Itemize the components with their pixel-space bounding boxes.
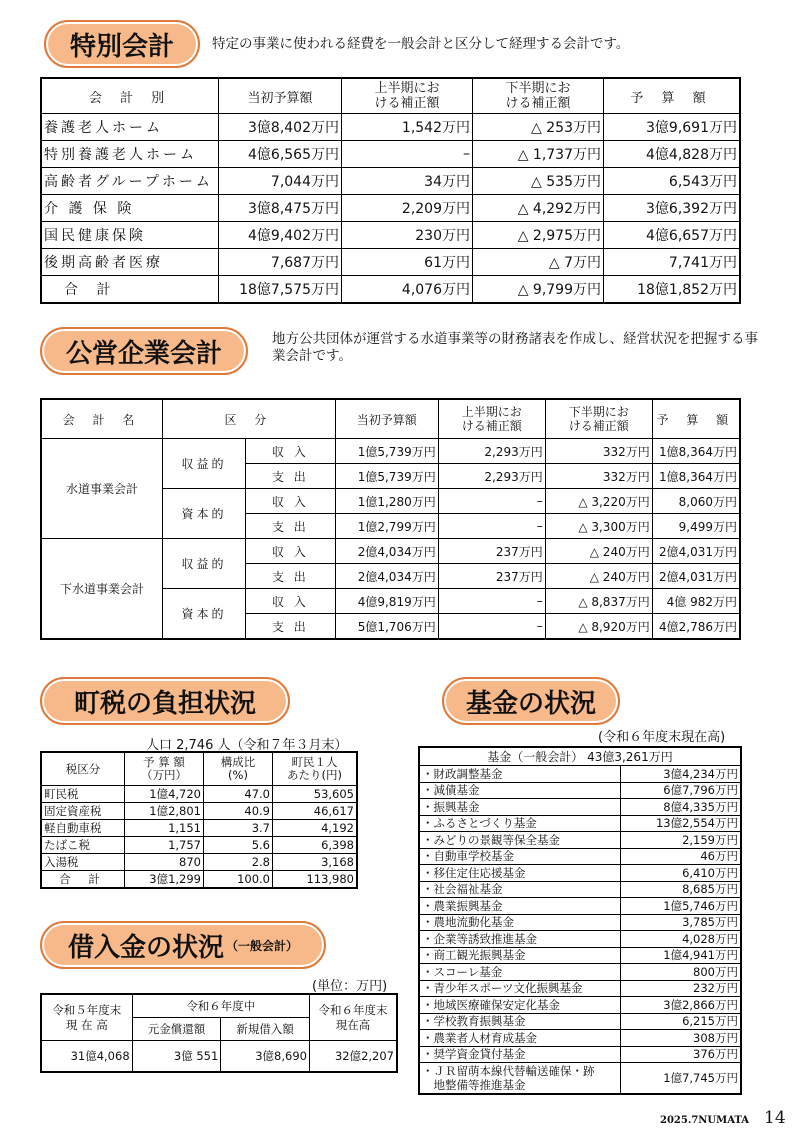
tax-budget: 1,757 (125, 837, 204, 854)
fund-name: ・奨学資金貸付基金 (419, 1046, 621, 1063)
table-row (419, 782, 741, 799)
first-half-revision: 230万円 (342, 222, 473, 249)
col-header: 下半期にお ける補正額 (545, 399, 652, 439)
account-kind: 収益的 (163, 439, 246, 489)
second-half-revision: △ 8,837万円 (545, 589, 652, 614)
second-half-revision: △ 3,300万円 (545, 514, 652, 539)
table-row (419, 1013, 741, 1030)
fund-name: ・財政調整基金 (419, 766, 621, 783)
budget-total: 4億 982万円 (652, 589, 740, 614)
table-row (41, 249, 740, 276)
loan-title (40, 921, 326, 969)
tax-per-capita: 3,168 (273, 854, 358, 871)
table-row (419, 980, 741, 997)
tax-per-capita: 6,398 (273, 837, 358, 854)
table-row (41, 114, 740, 141)
fund-name: ・地域医療確保安定化基金 (419, 997, 621, 1014)
budget-total: 1億8,364万円 (652, 464, 740, 489)
tax-ratio: 40.9 (204, 803, 273, 820)
table-row (419, 964, 741, 981)
first-half-revision: 4,076万円 (342, 276, 473, 304)
table-row (419, 898, 741, 915)
table-row (41, 168, 740, 195)
fund-title: 基金の状況 (442, 677, 620, 725)
second-half-revision: △ 9,799万円 (473, 276, 604, 304)
fund-value: 6,410万円 (621, 865, 742, 882)
table-row (419, 997, 741, 1014)
account-kind: 収益的 (163, 539, 246, 589)
initial-budget: 1億1,280万円 (335, 489, 438, 514)
col-header: 予 算 額 (604, 78, 741, 114)
budget-total: 9,499万円 (652, 514, 740, 539)
income-expense: 支 出 (246, 514, 336, 539)
first-half-revision: 237万円 (438, 564, 545, 589)
table-header-row (41, 752, 357, 786)
initial-budget: 2億4,034万円 (335, 564, 438, 589)
initial-budget: 7,044万円 (219, 168, 342, 195)
account-kind: 資本的 (163, 589, 246, 640)
tax-name: 合 計 (41, 871, 125, 889)
fund-value: 1億5,746万円 (621, 898, 742, 915)
fund-value: 232万円 (621, 980, 742, 997)
second-half-revision: △ 240万円 (545, 539, 652, 564)
budget-total: 2億4,031万円 (652, 539, 740, 564)
fund-name: ・ＪＲ留萌本線代替輸送確保・跡 地整備等推進基金 (419, 1063, 621, 1095)
first-half-revision: – (438, 589, 545, 614)
budget-total: 3億6,392万円 (604, 195, 741, 222)
special-title: 特別会計 (44, 20, 200, 68)
tax-ratio: 3.7 (204, 820, 273, 837)
tax-name: 軽自動車税 (41, 820, 125, 837)
initial-budget: 18億7,575万円 (219, 276, 342, 304)
initial-budget: 2億4,034万円 (335, 539, 438, 564)
table-row (419, 766, 741, 783)
budget-total: 4億2,786万円 (652, 614, 740, 640)
tax-budget: 1億2,801 (125, 803, 204, 820)
second-half-revision: △ 535万円 (473, 168, 604, 195)
col-header: 下半期にお ける補正額 (473, 78, 604, 114)
income-expense: 支 出 (246, 464, 336, 489)
table-row (419, 865, 741, 882)
special-table (40, 77, 741, 304)
fund-name: ・商工観光振興基金 (419, 947, 621, 964)
fund-name: ・企業等誘致推進基金 (419, 931, 621, 948)
first-half-revision: 61万円 (342, 249, 473, 276)
first-half-revision: – (438, 514, 545, 539)
tax-budget: 1,151 (125, 820, 204, 837)
fund-table (418, 746, 742, 1095)
tax-budget: 870 (125, 854, 204, 871)
table-row (419, 881, 741, 898)
table-row (419, 1063, 741, 1095)
tax-per-capita: 4,192 (273, 820, 358, 837)
tax-name: たばこ税 (41, 837, 125, 854)
budget-total: 4億6,657万円 (604, 222, 741, 249)
row-label: 合 計 (41, 276, 219, 304)
tax-table (40, 751, 358, 889)
second-half-revision: 332万円 (545, 439, 652, 464)
income-expense: 収 入 (246, 539, 336, 564)
initial-budget: 5億1,706万円 (335, 614, 438, 640)
row-label: 特別養護老人ホーム (41, 141, 219, 168)
col-header: 上半期にお ける補正額 (438, 399, 545, 439)
first-half-revision: 1,542万円 (342, 114, 473, 141)
account-kind: 資本的 (163, 489, 246, 539)
income-expense: 収 入 (246, 589, 336, 614)
tax-title: 町税の負担状況 (40, 677, 290, 725)
budget-total: 3億9,691万円 (604, 114, 741, 141)
col-header: 会 計 名 (41, 399, 163, 439)
second-half-revision: 332万円 (545, 464, 652, 489)
loan-table (40, 993, 398, 1073)
fund-name: ・自動車学校基金 (419, 848, 621, 865)
table-row (41, 820, 357, 837)
tax-budget: 3億1,299 (125, 871, 204, 889)
page-number: 14 (764, 1108, 786, 1128)
income-expense: 収 入 (246, 439, 336, 464)
col-header: 区 分 (163, 399, 336, 439)
table-row (41, 1041, 397, 1073)
special-desc: 特定の事業に使われる経費を一般会計と区分して経理する会計です。 (212, 36, 630, 52)
initial-budget: 1億5,739万円 (335, 464, 438, 489)
tax-per-capita: 113,980 (273, 871, 358, 889)
loan-new: 3億8,690 (221, 1041, 310, 1073)
initial-budget: 3億8,402万円 (219, 114, 342, 141)
fund-name: ・農業者人材育成基金 (419, 1030, 621, 1047)
col-header: 税区分 (41, 752, 125, 786)
loan-unit: (単位：万円) (312, 979, 388, 994)
table-row (419, 848, 741, 865)
fund-value: 8億4,335万円 (621, 799, 742, 816)
col-header: 予 算 額 （万円） (125, 752, 204, 786)
fund-name: ・農地流動化基金 (419, 914, 621, 931)
fund-value: 3,785万円 (621, 914, 742, 931)
table-header-row (41, 78, 740, 114)
initial-budget: 1億2,799万円 (335, 514, 438, 539)
tax-ratio: 2.8 (204, 854, 273, 871)
first-half-revision: 2,209万円 (342, 195, 473, 222)
initial-budget: 4億9,402万円 (219, 222, 342, 249)
fund-value: 6,215万円 (621, 1013, 742, 1030)
fund-value: 3億4,234万円 (621, 766, 742, 783)
loan-repay: 3億 551 (132, 1041, 221, 1073)
income-expense: 支 出 (246, 614, 336, 640)
account-name: 下水道事業会計 (41, 539, 163, 640)
col-header: 会 計 別 (41, 78, 219, 114)
budget-total: 18億1,852万円 (604, 276, 741, 304)
tax-budget: 1億4,720 (125, 786, 204, 803)
table-row (41, 222, 740, 249)
fund-name: ・減債基金 (419, 782, 621, 799)
table-row (41, 195, 740, 222)
initial-budget: 3億8,475万円 (219, 195, 342, 222)
fund-header: 基金（一般会計） 43億3,261万円 (419, 747, 741, 766)
first-half-revision: – (438, 614, 545, 640)
table-row (41, 854, 357, 871)
row-label: 後期高齢者医療 (41, 249, 219, 276)
fund-value: 2,159万円 (621, 832, 742, 849)
table-row (41, 141, 740, 168)
row-label: 介 護 保 険 (41, 195, 219, 222)
public-table (40, 398, 741, 640)
table-header-row (41, 399, 740, 439)
row-label: 国民健康保険 (41, 222, 219, 249)
table-row (419, 947, 741, 964)
fund-value: 3億2,866万円 (621, 997, 742, 1014)
col-header: 令和６年度末 現在高 (309, 994, 397, 1041)
table-row (419, 931, 741, 948)
budget-total: 7,741万円 (604, 249, 741, 276)
table-row (41, 837, 357, 854)
table-row (41, 786, 357, 803)
fund-value: 8,685万円 (621, 881, 742, 898)
loan-end: 32億2,207 (309, 1041, 397, 1073)
second-half-revision: △ 253万円 (473, 114, 604, 141)
table-row (419, 1030, 741, 1047)
table-row (41, 871, 357, 889)
budget-total: 6,543万円 (604, 168, 741, 195)
first-half-revision: 2,293万円 (438, 439, 545, 464)
footer-issue: 2025.7NUMATA (660, 1115, 750, 1126)
budget-total: 8,060万円 (652, 489, 740, 514)
tax-note: 人口 2,746 人（令和７年３月末） (146, 738, 348, 753)
col-header: 予 算 額 (652, 399, 740, 439)
tax-name: 固定資産税 (41, 803, 125, 820)
fund-value: 13億2,554万円 (621, 815, 742, 832)
public-desc: 地方公共団体が運営する水道事業等の財務諸表を作成し、経営状況を把握する事業会計です。 (272, 331, 758, 364)
table-row (41, 803, 357, 820)
table-row (41, 276, 740, 304)
fund-name: ・青少年スポーツ文化振興基金 (419, 980, 621, 997)
loan-subtitle: （一般会計） (226, 938, 299, 953)
second-half-revision: △ 240万円 (545, 564, 652, 589)
col-header: 元金償還額 (132, 1018, 221, 1041)
tax-ratio: 5.6 (204, 837, 273, 854)
first-half-revision: 34万円 (342, 168, 473, 195)
table-header-row (41, 994, 397, 1018)
row-label: 高齢者グループホーム (41, 168, 219, 195)
fund-value: 1億7,745万円 (621, 1063, 742, 1095)
fund-name: ・振興基金 (419, 799, 621, 816)
fund-value: 376万円 (621, 1046, 742, 1063)
fund-value: 46万円 (621, 848, 742, 865)
income-expense: 収 入 (246, 489, 336, 514)
col-header: 当初予算額 (219, 78, 342, 114)
income-expense: 支 出 (246, 564, 336, 589)
second-half-revision: △ 2,975万円 (473, 222, 604, 249)
first-half-revision: 237万円 (438, 539, 545, 564)
initial-budget: 1億5,739万円 (335, 439, 438, 464)
col-header: 町民１人 あたり(円) (273, 752, 358, 786)
tax-name: 町民税 (41, 786, 125, 803)
budget-total: 1億8,364万円 (652, 439, 740, 464)
table-row (419, 1046, 741, 1063)
tax-ratio: 47.0 (204, 786, 273, 803)
public-title: 公営企業会計 (40, 327, 248, 375)
budget-total: 4億4,828万円 (604, 141, 741, 168)
second-half-revision: △ 3,220万円 (545, 489, 652, 514)
initial-budget: 4億9,819万円 (335, 589, 438, 614)
second-half-revision: △ 7万円 (473, 249, 604, 276)
row-label: 養護老人ホーム (41, 114, 219, 141)
col-header: 新規借入額 (221, 1018, 310, 1041)
budget-total: 2億4,031万円 (652, 564, 740, 589)
table-header-row (419, 747, 741, 766)
fund-value: 800万円 (621, 964, 742, 981)
fund-name: ・みどりの景観等保全基金 (419, 832, 621, 849)
loan-prev: 31億4,068 (41, 1041, 132, 1073)
table-row (419, 832, 741, 849)
col-header: 当初予算額 (335, 399, 438, 439)
fund-value: 308万円 (621, 1030, 742, 1047)
fund-name: ・社会福祉基金 (419, 881, 621, 898)
tax-per-capita: 46,617 (273, 803, 358, 820)
second-half-revision: △ 4,292万円 (473, 195, 604, 222)
fund-name: ・農業振興基金 (419, 898, 621, 915)
second-half-revision: △ 1,737万円 (473, 141, 604, 168)
col-header: 上半期にお ける補正額 (342, 78, 473, 114)
first-half-revision: 2,293万円 (438, 464, 545, 489)
first-half-revision: – (342, 141, 473, 168)
first-half-revision: – (438, 489, 545, 514)
fund-value: 4,028万円 (621, 931, 742, 948)
col-header: 令和６年度中 (132, 994, 309, 1018)
col-header: 令和５年度末 現 在 高 (41, 994, 132, 1041)
fund-value: 6億7,796万円 (621, 782, 742, 799)
tax-per-capita: 53,605 (273, 786, 358, 803)
fund-name: ・ふるさとづくり基金 (419, 815, 621, 832)
initial-budget: 7,687万円 (219, 249, 342, 276)
second-half-revision: △ 8,920万円 (545, 614, 652, 640)
tax-name: 入湯税 (41, 854, 125, 871)
table-row (419, 799, 741, 816)
fund-name: ・移住定住応援基金 (419, 865, 621, 882)
initial-budget: 4億6,565万円 (219, 141, 342, 168)
fund-value: 1億4,941万円 (621, 947, 742, 964)
fund-name: ・スコーレ基金 (419, 964, 621, 981)
fund-note: (令和６年度末現在高) (598, 730, 726, 745)
account-name: 水道事業会計 (41, 439, 163, 539)
tax-ratio: 100.0 (204, 871, 273, 889)
table-row (41, 439, 740, 464)
fund-name: ・学校教育振興基金 (419, 1013, 621, 1030)
col-header: 構成比 (%) (204, 752, 273, 786)
table-row (419, 815, 741, 832)
loan-title-text: 借入金の状況 (67, 932, 224, 963)
table-row (41, 539, 740, 564)
table-row (419, 914, 741, 931)
